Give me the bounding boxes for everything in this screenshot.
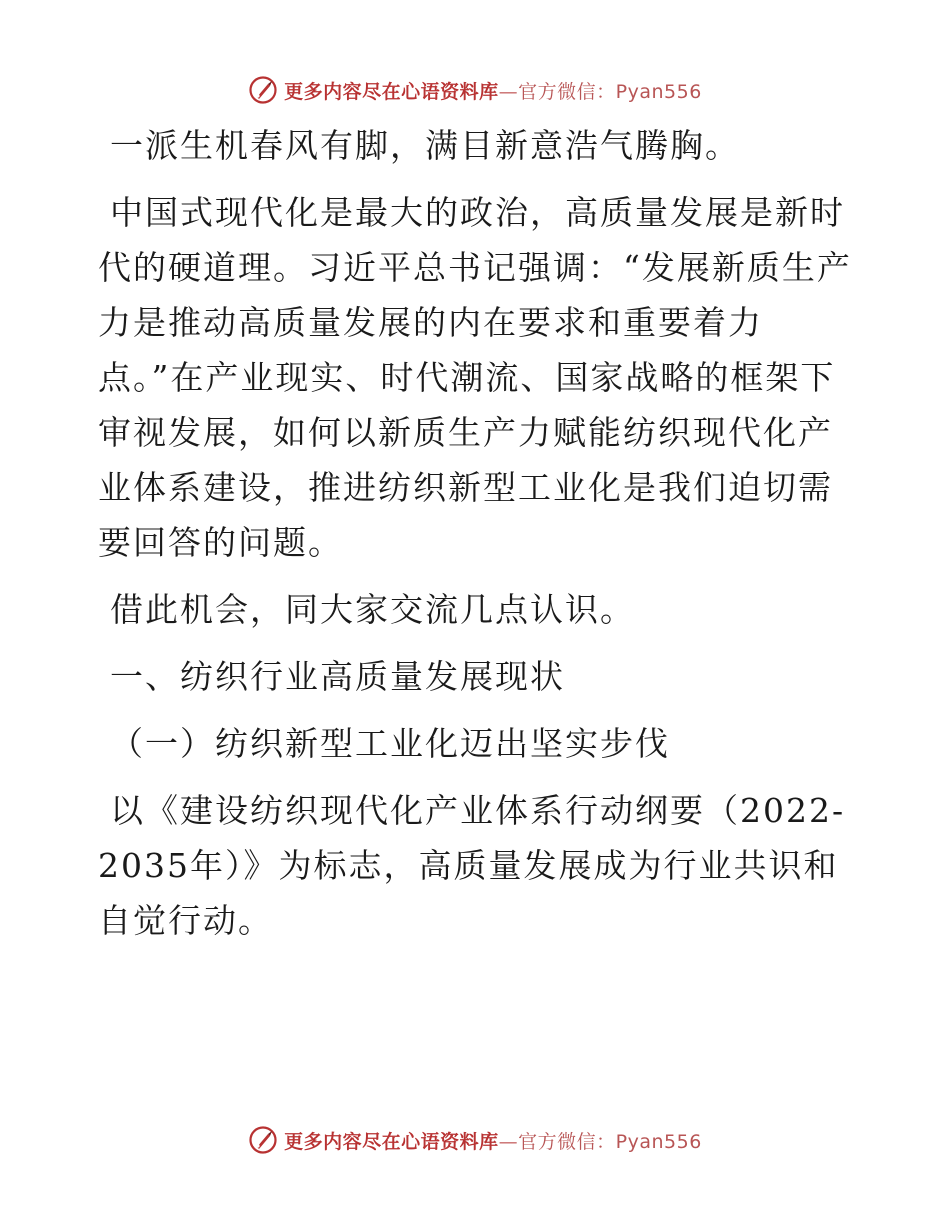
section-heading: 一、纺织行业高质量发展现状 <box>110 657 565 696</box>
watermark-dash: — <box>498 1130 519 1153</box>
watermark-site-text: 更多内容尽在心语资料库 <box>284 80 499 103</box>
quill-circle-icon <box>248 1125 278 1155</box>
paragraph: 中国式现代化是最大的政治，高质量发展是新时代的硬道理。习近平总书记强调：“发展新质生产力是推动高质量发展的内在要求和重要着力点。”在产业现实、时代潮流、国家战略的框架下审视发展，如何以新质生产力赋能纺织现代化产业体系建设，推进纺织新型工业化是我们迫切需要回答的问题。 <box>98 193 852 562</box>
watermark-wechat-text: 官方微信：Pyan556 <box>518 1130 702 1153</box>
watermark-text <box>284 77 702 104</box>
watermark-site-text: 更多内容尽在心语资料库 <box>284 1130 499 1153</box>
subsection-heading: （一）纺织新型工业化迈出坚实步伐 <box>110 724 670 763</box>
quill-circle-icon <box>248 75 278 105</box>
watermark-text <box>284 1127 702 1154</box>
watermark-dash: — <box>498 80 519 103</box>
watermark-wechat-text: 官方微信：Pyan556 <box>518 80 702 103</box>
document-body <box>98 118 858 960</box>
paragraph: 借此机会，同大家交流几点认识。 <box>110 590 635 629</box>
paragraph: 一派生机春风有脚，满目新意浩气腾胸。 <box>110 126 740 165</box>
header-watermark <box>0 70 950 110</box>
paragraph: 以《建设纺织现代化产业体系行动纲要（2022-2035年）》为标志，高质量发展成为行业共识和自觉行动。 <box>98 791 846 940</box>
footer-watermark <box>0 1120 950 1160</box>
